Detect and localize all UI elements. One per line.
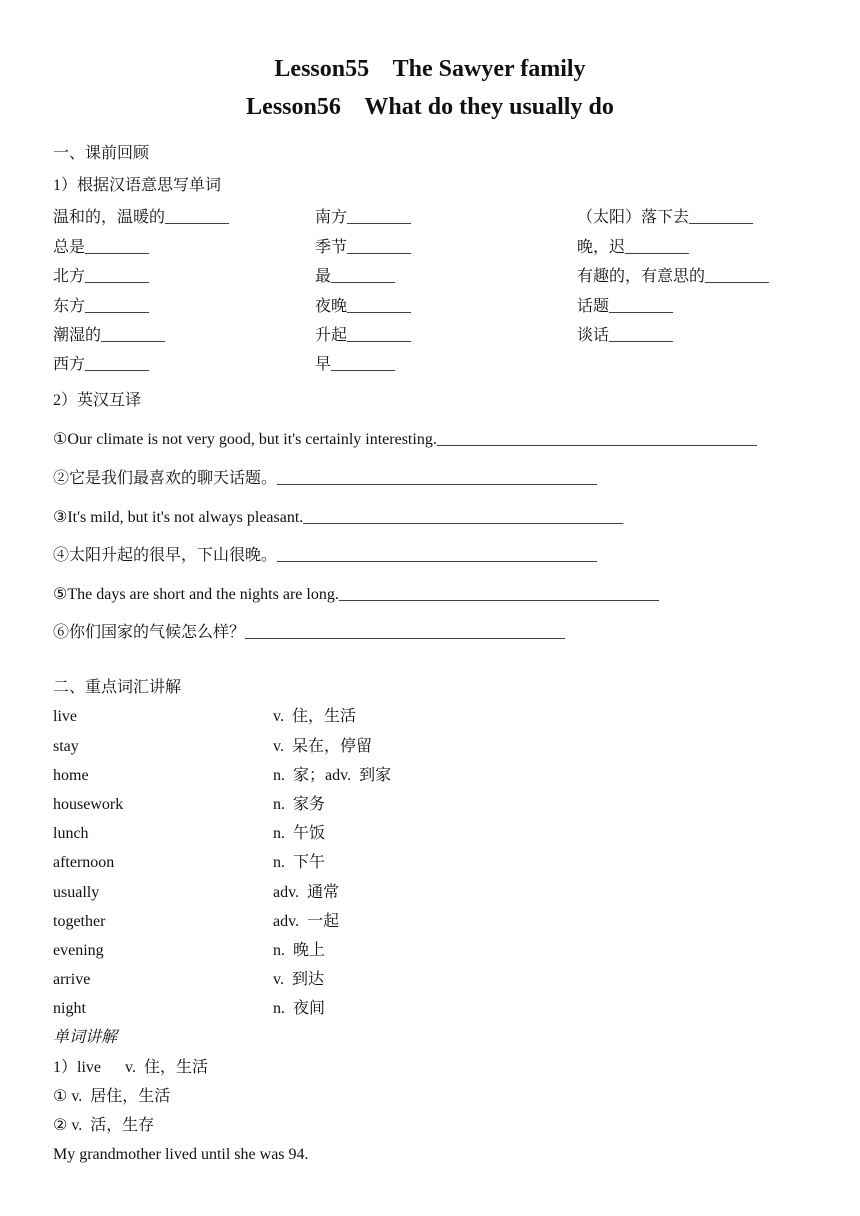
vocab-meaning: adv. 一起 <box>273 913 340 930</box>
vocab-word: usually <box>53 884 100 901</box>
lesson56-title: Lesson56 What do they usually do <box>246 94 614 120</box>
grid-cell: 早________ <box>315 356 396 373</box>
section1-heading: 一、课前回顾 <box>53 145 150 162</box>
vocab-meaning: n. 家；adv. 到家 <box>273 767 392 784</box>
part1-heading: 1）根据汉语意思写单词 <box>53 177 222 194</box>
vocab-meaning: v. 呆在，停留 <box>273 738 372 755</box>
vocab-word: lunch <box>53 825 89 842</box>
vocab-word: stay <box>53 738 79 755</box>
translation-item: ⑥你们国家的气候怎么样？________________________________________ <box>53 624 566 641</box>
grid-cell: 季节________ <box>315 239 412 256</box>
vocab-meaning: adv. 通常 <box>273 884 340 901</box>
grid-cell: 西方________ <box>53 356 150 373</box>
grid-cell: 话题________ <box>577 298 674 315</box>
vocab-word: together <box>53 913 106 930</box>
lesson55-title: Lesson55 The Sawyer family <box>274 56 586 82</box>
vocab-word: afternoon <box>53 854 115 871</box>
grid-cell: （太阳）落下去________ <box>577 209 754 226</box>
grid-cell: 谈话________ <box>577 327 674 344</box>
grid-cell: 夜晚________ <box>315 298 412 315</box>
explanation-line: 1）live v. 住，生活 <box>53 1059 208 1076</box>
translation-item: ⑤The days are short and the nights are long.________________________________________ <box>53 586 659 603</box>
grid-cell: 东方________ <box>53 298 150 315</box>
grid-cell: 有趣的，有意思的________ <box>577 268 770 285</box>
vocab-word: live <box>53 708 77 725</box>
translation-item: ①Our climate is not very good, but it's certainly interesting.________________________________________ <box>53 431 757 448</box>
grid-cell: 升起________ <box>315 327 412 344</box>
vocab-meaning: n. 午饭 <box>273 825 326 842</box>
section2-heading: 二、重点词汇讲解 <box>53 679 182 696</box>
vocab-word: evening <box>53 942 104 959</box>
part2-heading: 2）英汉互译 <box>53 392 142 409</box>
vocab-meaning: v. 到达 <box>273 971 324 988</box>
grid-cell: 温和的，温暖的________ <box>53 209 230 226</box>
vocab-word: arrive <box>53 971 91 988</box>
word-explanation-heading: 单词讲解 <box>53 1029 118 1046</box>
vocab-word: housework <box>53 796 124 813</box>
translation-item: ②它是我们最喜欢的聊天话题。________________________________________ <box>53 470 598 487</box>
example-sentence: My grandmother lived until she was 94. <box>53 1146 309 1163</box>
vocab-meaning: n. 夜间 <box>273 1000 326 1017</box>
vocab-word: night <box>53 1000 86 1017</box>
vocab-meaning: n. 晚上 <box>273 942 326 959</box>
explanation-line: ② v. 活，生存 <box>53 1117 155 1134</box>
translation-item: ③It's mild, but it's not always pleasant.________________________________________ <box>53 509 624 526</box>
vocab-word: home <box>53 767 89 784</box>
grid-cell: 潮湿的________ <box>53 327 166 344</box>
vocab-meaning: v. 住，生活 <box>273 708 356 725</box>
explanation-line: ① v. 居住，生活 <box>53 1088 171 1105</box>
grid-cell: 南方________ <box>315 209 412 226</box>
grid-cell: 总是________ <box>53 239 150 256</box>
vocab-meaning: n. 家务 <box>273 796 326 813</box>
grid-cell: 晚，迟________ <box>577 239 690 256</box>
grid-cell: 最________ <box>315 268 396 285</box>
grid-cell: 北方________ <box>53 268 150 285</box>
vocab-meaning: n. 下午 <box>273 854 326 871</box>
translation-item: ④太阳升起的很早，下山很晚。________________________________________ <box>53 547 598 564</box>
